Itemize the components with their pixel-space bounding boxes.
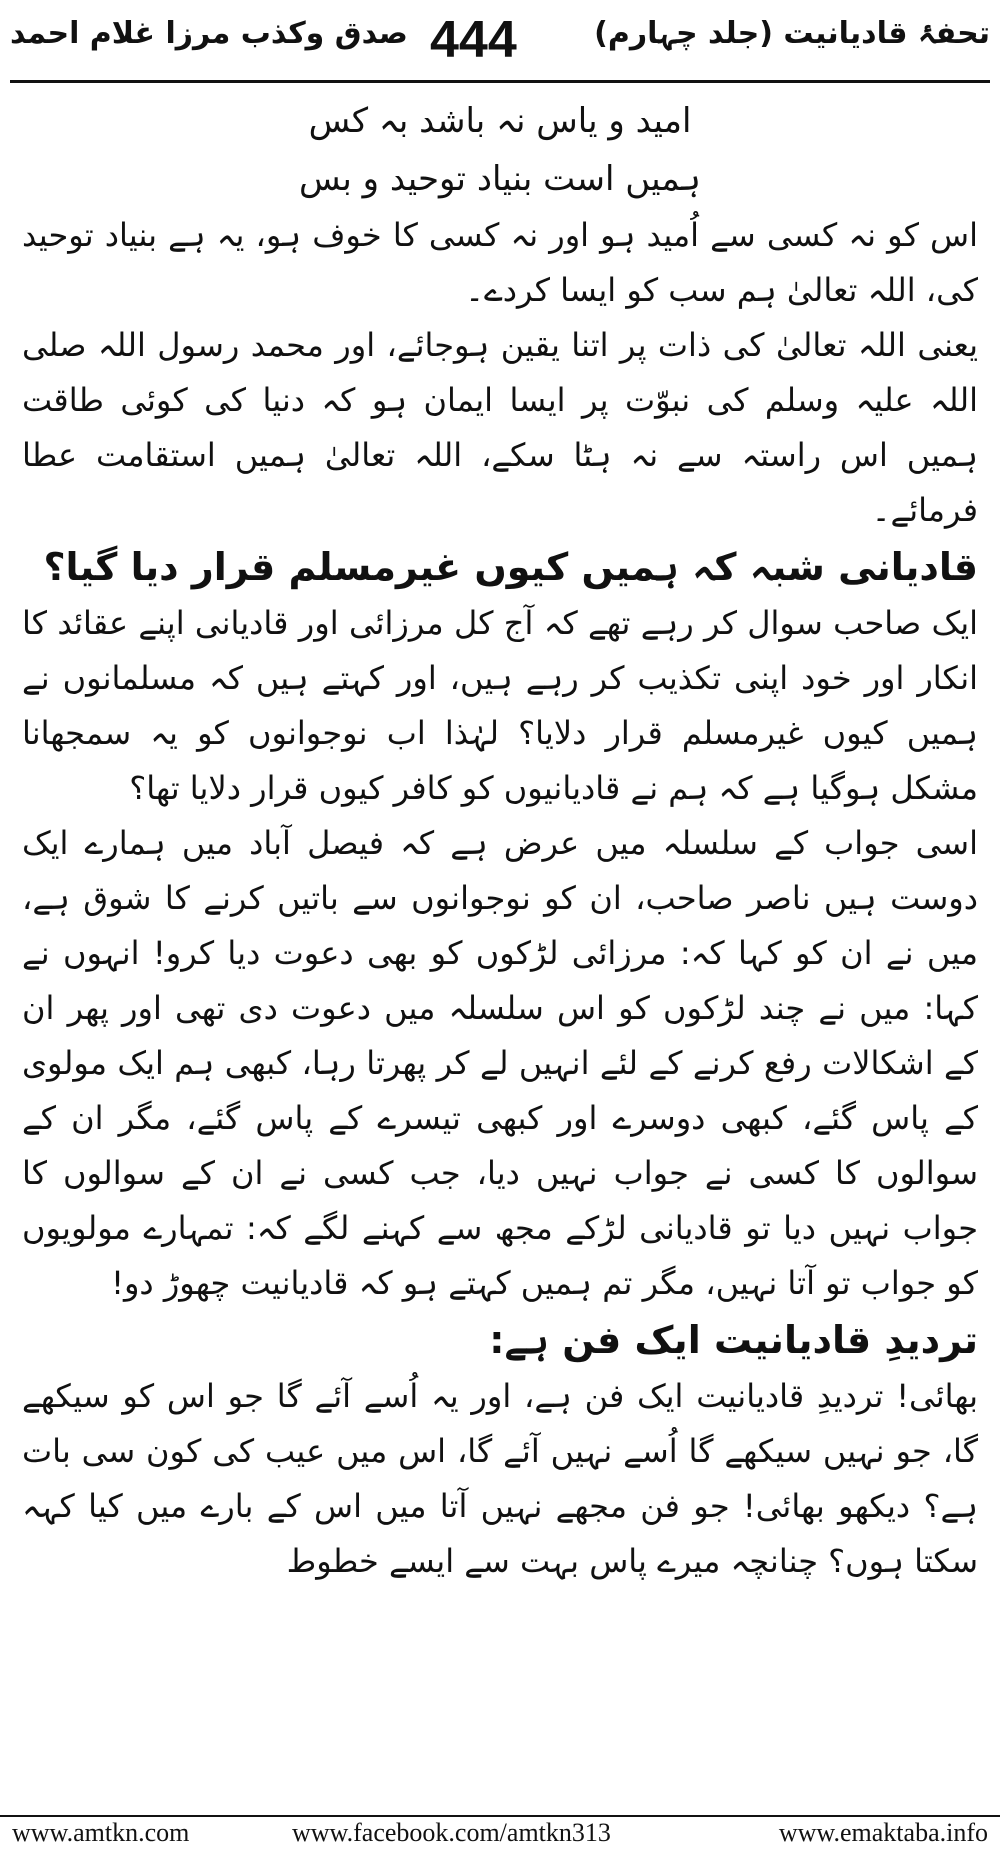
footer-link-emaktaba[interactable]: www.emaktaba.info — [778, 1818, 988, 1847]
verse-line-2: ہمیں است بنیاد توحید و بس — [299, 159, 701, 199]
header-divider — [10, 80, 990, 83]
paragraph-4: اسی جواب کے سلسلہ میں عرض ہے کہ فیصل آباد میں ہمارے ایک دوست ہیں ناصر صاحب، ان کو نوجوانوں سے باتیں کرنے کا شوق ہے، میں نے ان کو کہا کہ: مرزائی لڑکوں کو بھی دعوت دیا کرو! انہوں نے کہا: میں نے چند لڑکوں کو اس سلسلہ میں دعوت دی تھی اور پھر ان کے اشکالات رفع کرنے کے لئے انہیں لے کر پھرتا رہا، کبھی ہم ایک مولوی کے پاس گئے، کبھی دوسرے اور کبھی تیسرے کے پاس گئے، مگر ان کے سوالوں کا کسی نے جواب نہیں دیا، جب کسی نے ان کے سوالوں کا جواب نہیں دیا تو قادیانی لڑکے مجھ سے کہنے لگے کہ: تمہارے مولویوں کو جواب تو آتا نہیں، مگر تم ہمیں کہتے ہو کہ قادیانیت چھوڑ دو! — [22, 824, 978, 1302]
page-number: 444 — [430, 11, 517, 69]
book-title: تحفۂ قادیانیت (جلد چہارم) — [594, 16, 990, 51]
footer-link-amtkn[interactable]: www.amtkn.com — [12, 1818, 190, 1847]
verse-line-1: امید و یاس نہ باشد بہ کس — [308, 101, 692, 141]
footer-divider — [0, 1815, 1000, 1817]
paragraph-3: ایک صاحب سوال کر رہے تھے کہ آج کل مرزائی اور قادیانی اپنے عقائد کا انکار اور خود اپنی تکذیب کر رہے ہیں، اور کہتے ہیں کہ مسلمانوں نے ہمیں کیوں غیرمسلم قرار دلایا؟ لہٰذا اب نوجوانوں کو یہ سمجھانا مشکل ہوگیا ہے کہ ہم نے قادیانیوں کو کافر کیوں قرار دلایا تھا؟ — [22, 604, 978, 807]
chapter-title: صدق وکذب مرزا غلام احمد — [10, 16, 408, 51]
paragraph-2: یعنی اللہ تعالیٰ کی ذات پر اتنا یقین ہوجائے، اور محمد رسول اللہ صلی اللہ علیہ وسلم کی نبوّت پر ایسا ایمان ہو کہ دنیا کی کوئی طاقت ہمیں اس راستہ سے نہ ہٹا سکے، اللہ تعالیٰ ہمیں استقامت عطا فرمائے۔ — [22, 326, 979, 529]
section-heading-2: تردیدِ قادیانیت ایک فن ہے: — [489, 1318, 978, 1362]
paragraph-5: بھائی! تردیدِ قادیانیت ایک فن ہے، اور یہ اُسے آئے گا جو اس کو سیکھے گا، جو نہیں سیکھے گا اُسے نہیں آئے گا، اس میں عیب کی کون سی بات ہے؟ دیکھو بھائی! جو فن مجھے نہیں آتا میں اس کے بارے میں کیا کہہ سکتا ہوں؟ چنانچہ میرے پاس بہت سے ایسے خطوط — [22, 1377, 978, 1580]
page-footer — [12, 1818, 988, 1848]
section-heading-1: قادیانی شبہ کہ ہمیں کیوں غیرمسلم قرار دیا گیا؟ — [43, 545, 978, 589]
page-body — [22, 92, 978, 1589]
footer-link-facebook[interactable]: www.facebook.com/amtkn313 — [292, 1818, 611, 1847]
paragraph-1: اس کو نہ کسی سے اُمید ہو اور نہ کسی کا خوف ہو، یہ ہے بنیاد توحید کی، اللہ تعالیٰ ہم سب کو ایسا کردے۔ — [22, 216, 978, 309]
page-header — [10, 8, 990, 80]
